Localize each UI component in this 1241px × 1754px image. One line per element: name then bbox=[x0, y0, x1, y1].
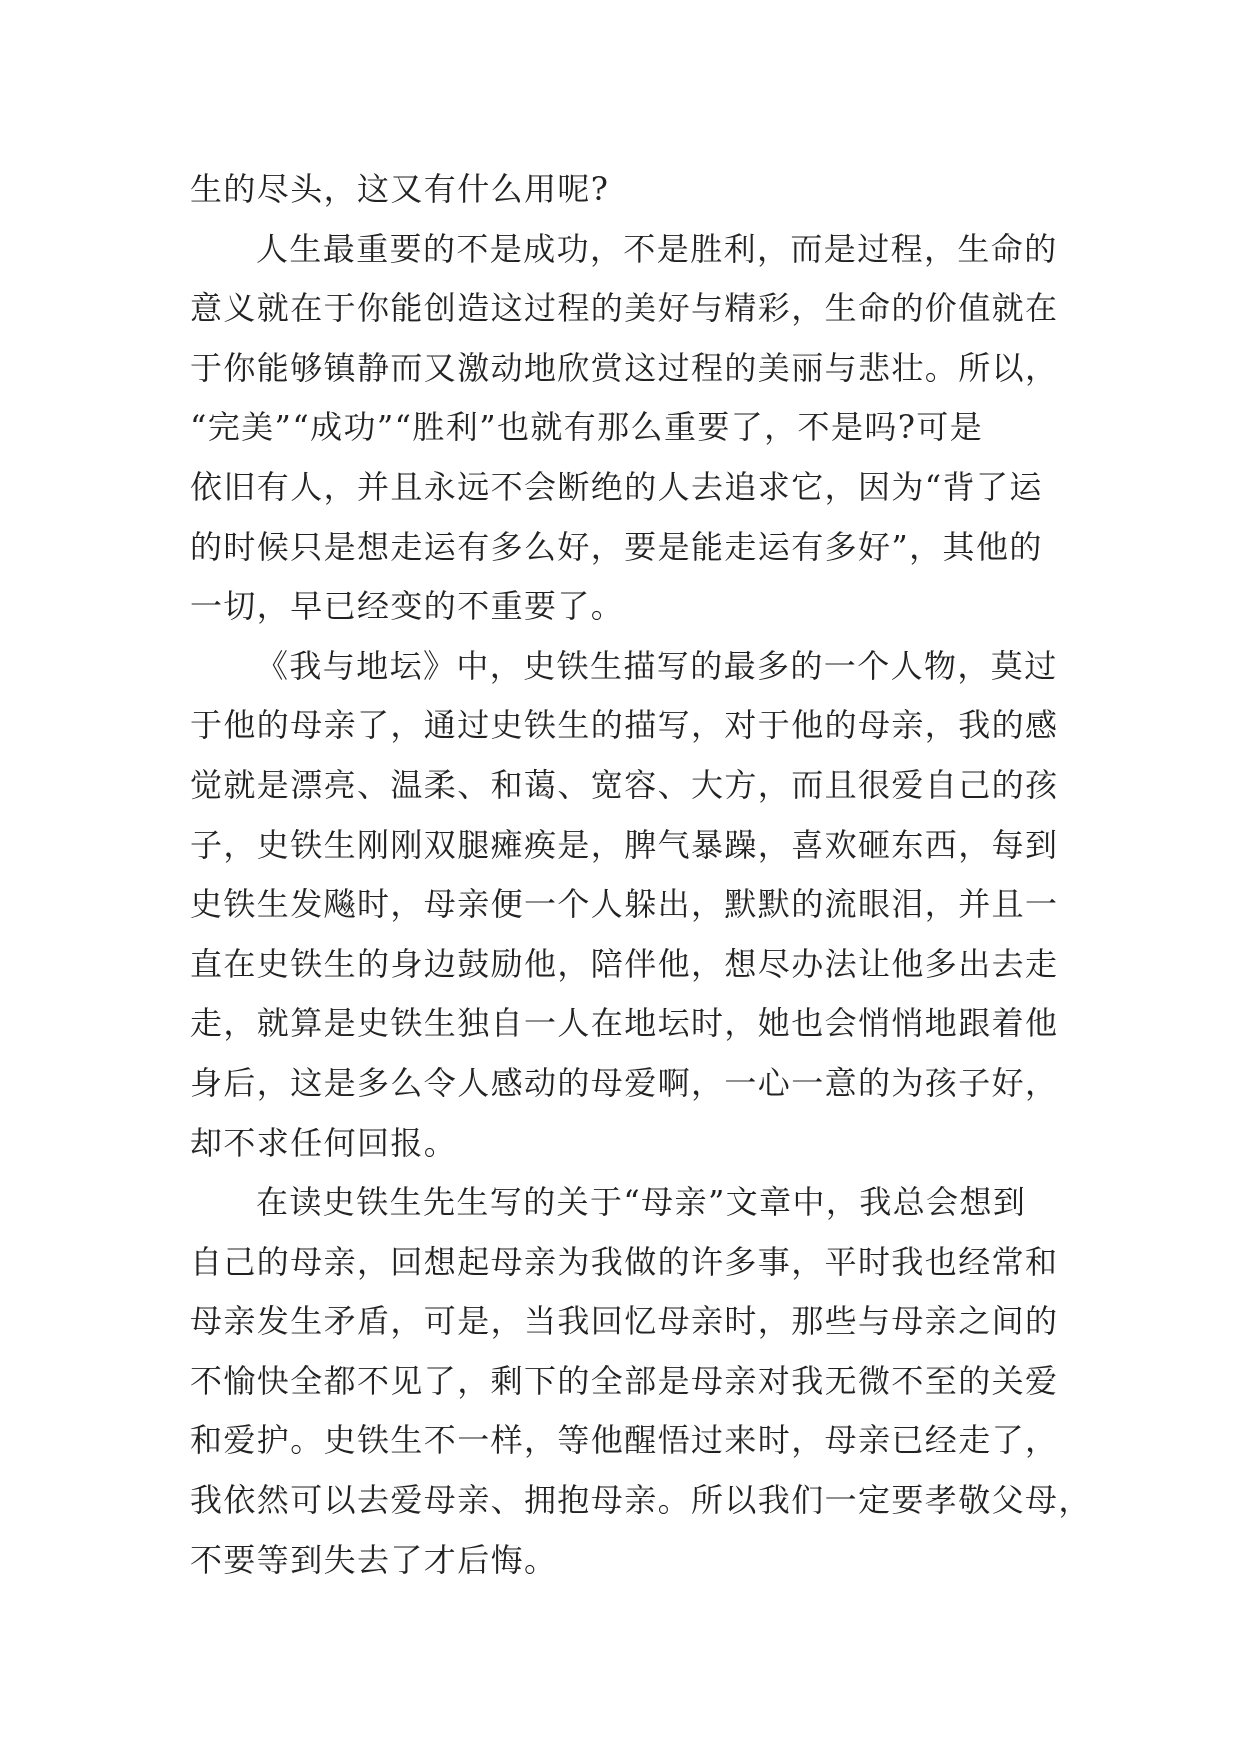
text-line: 我依然可以去爱母亲、拥抱母亲。所以我们一定要孝敬父母， bbox=[190, 1481, 1092, 1520]
text-line: 觉就是漂亮、温柔、和蔼、宽容、大方，而且很爱自己的孩 bbox=[190, 765, 1059, 804]
text-line: 于你能够镇静而又激动地欣赏这过程的美丽与悲壮。所以， bbox=[190, 348, 1059, 387]
text-line: 身后，这是多么令人感动的母爱啊，一心一意的为孩子好， bbox=[190, 1063, 1059, 1102]
text-line: 生的尽头，这又有什么用呢? bbox=[190, 170, 610, 208]
text-line: 和爱护。史铁生不一样，等他醒悟过来时，母亲已经走了， bbox=[190, 1421, 1059, 1460]
text-line: 于他的母亲了，通过史铁生的描写，对于他的母亲，我的感 bbox=[190, 706, 1059, 745]
paragraph-2 bbox=[190, 220, 1070, 637]
text-line: 直在史铁生的身边鼓励他，陪伴他，想尽办法让他多出去走 bbox=[190, 944, 1059, 983]
text-line: 史铁生发飚时，母亲便一个人躲出，默默的流眼泪，并且一 bbox=[190, 885, 1059, 924]
text-line: 的时候只是想走运有多么好，要是能走运有多好”，其他的 bbox=[190, 527, 1043, 566]
document-body bbox=[190, 160, 1092, 1590]
paragraph-1 bbox=[190, 160, 1070, 220]
paragraph-4 bbox=[190, 1173, 1092, 1590]
text-line: 一切，早已经变的不重要了。 bbox=[190, 587, 625, 626]
text-line: 依旧有人，并且永远不会断绝的人去追求它，因为“背了运 bbox=[190, 467, 1043, 506]
paragraph-3 bbox=[190, 637, 1070, 1173]
text-line: 人生最重要的不是成功，不是胜利，而是过程，生命的 bbox=[256, 229, 1058, 268]
text-line: “完美”“成功”“胜利”也就有那么重要了，不是吗?可是 bbox=[190, 408, 984, 447]
text-line: 《我与地坛》中，史铁生描写的最多的一个人物，莫过 bbox=[256, 646, 1058, 685]
text-line: 子，史铁生刚刚双腿瘫痪是，脾气暴躁，喜欢砸东西，每到 bbox=[190, 825, 1059, 864]
text-line: 却不求任何回报。 bbox=[190, 1123, 458, 1162]
text-line: 在读史铁生先生写的关于“母亲”文章中，我总会想到 bbox=[256, 1183, 1027, 1222]
text-line: 不愉快全都不见了，剩下的全部是母亲对我无微不至的关爱 bbox=[190, 1361, 1059, 1400]
text-line: 不要等到失去了才后悔。 bbox=[190, 1540, 558, 1579]
text-line: 走，就算是史铁生独自一人在地坛时，她也会悄悄地跟着他 bbox=[190, 1004, 1059, 1043]
text-line: 意义就在于你能创造这过程的美好与精彩，生命的价值就在 bbox=[190, 289, 1059, 328]
text-line: 自己的母亲，回想起母亲为我做的许多事，平时我也经常和 bbox=[190, 1242, 1059, 1281]
text-line: 母亲发生矛盾，可是，当我回忆母亲时，那些与母亲之间的 bbox=[190, 1302, 1059, 1341]
